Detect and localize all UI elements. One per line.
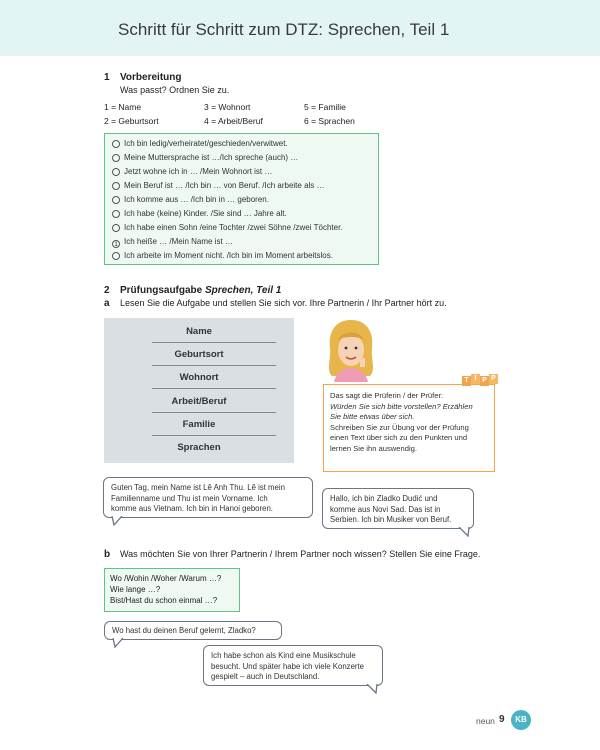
answer-circle[interactable] <box>112 210 120 218</box>
part-b-instruction: Was möchten Sie von Ihrer Partnerin / Ihrem Partner noch wissen? Stellen Sie eine Frage. <box>120 549 481 559</box>
page-header <box>0 0 600 56</box>
section-2-title: Prüfungsaufgabe Sprechen, Teil 1 <box>120 285 282 296</box>
category-5: 5 = Familie <box>304 102 346 112</box>
divider <box>152 388 276 389</box>
answer-circle[interactable] <box>112 224 120 232</box>
speech-bubble-le-anh-thu: Guten Tag, mein Name ist Lê Anh Thu. Lê ist mein Familienname und Thu ist mein Vorname. Ich komme aus Vietnam. Ich bin in Hanoi geboren. <box>103 477 313 518</box>
category-2: 2 = Geburtsort <box>104 116 159 126</box>
category-6: 6 = Sprachen <box>304 116 355 126</box>
section-2-number: 2 <box>104 285 110 296</box>
topics-box <box>104 318 294 463</box>
topic-wohnort: Wohnort <box>179 372 219 383</box>
option-item[interactable]: Meine Muttersprache ist …/Ich spreche (auch) … <box>112 153 298 162</box>
topic-arbeit-beruf: Arbeit/Beruf <box>171 396 227 407</box>
answer-circle[interactable] <box>112 168 120 176</box>
page-title: Schritt für Schritt zum DTZ: Sprechen, Teil 1 <box>118 20 450 39</box>
category-1: 1 = Name <box>104 102 142 112</box>
topic-geburtsort: Geburtsort <box>174 349 224 360</box>
part-a-instruction: Lesen Sie die Aufgabe und stellen Sie sich vor. Ihre Partnerin / Ihr Partner hört zu. <box>120 298 447 308</box>
option-item[interactable]: Ich habe einen Sohn /eine Tochter /zwei Söhne /zwei Töchter. <box>112 223 343 232</box>
category-3: 3 = Wohnort <box>204 102 251 112</box>
answer-bubble: Ich habe schon als Kind eine Musikschule besucht. Und später habe ich viele Konzerte gespielt – auch in Deutschland. <box>203 645 383 686</box>
option-item[interactable]: Mein Beruf ist … /Ich bin … von Beruf. /Ich arbeite als … <box>112 181 325 190</box>
answer-circle[interactable] <box>112 154 120 162</box>
topic-sprachen: Sprachen <box>177 442 221 453</box>
topic-familie: Familie <box>182 419 216 430</box>
part-b-label: b <box>104 549 111 560</box>
divider <box>152 435 276 436</box>
option-item[interactable]: Ich bin ledig/verheiratet/geschieden/verwitwet. <box>112 139 288 148</box>
section-1-instruction: Was passt? Ordnen Sie zu. <box>120 85 230 95</box>
page-number: 9 <box>499 714 505 725</box>
matching-options-box <box>104 133 379 265</box>
answer-circle[interactable] <box>112 140 120 148</box>
category-4: 4 = Arbeit/Beruf <box>204 116 263 126</box>
bubble-tail <box>458 527 472 537</box>
answer-circle[interactable] <box>112 182 120 190</box>
woman-illustration <box>322 318 380 382</box>
speech-bubble-zladko: Hallo, ich bin Zladko Dudić und komme aus Novi Sad. Das ist in Serbien. Ich bin Musiker von Beruf. <box>322 488 474 529</box>
part-a-label: a <box>104 298 110 309</box>
option-item[interactable]: Ich habe (keine) Kinder. /Sie sind … Jahre alt. <box>112 209 287 218</box>
page-word: neun <box>476 716 495 726</box>
divider <box>152 365 276 366</box>
question-words-box: Wo /Wohin /Woher /Warum …? Wie lange …? Bist/Hast du schon einmal …? <box>104 568 240 612</box>
bubble-tail <box>112 638 126 648</box>
option-item[interactable]: 1 Ich heiße … /Mein Name ist … <box>112 237 233 248</box>
divider <box>152 342 276 343</box>
tipp-box <box>323 384 495 472</box>
option-item[interactable]: Jetzt wohne ich in … /Mein Wohnort ist … <box>112 167 272 176</box>
option-item[interactable]: Ich arbeite im Moment nicht. /Ich bin im Moment arbeitslos. <box>112 251 333 260</box>
option-item[interactable]: Ich komme aus … /Ich bin in … geboren. <box>112 195 269 204</box>
kb-badge: KB <box>511 710 531 730</box>
topic-name: Name <box>186 326 212 337</box>
bubble-tail <box>366 684 380 694</box>
bubble-tail <box>111 516 125 526</box>
tipp-badge: T I P P <box>462 374 498 388</box>
section-1-number: 1 <box>104 72 110 83</box>
answer-circle[interactable] <box>112 252 120 260</box>
answer-circle[interactable] <box>112 196 120 204</box>
divider <box>152 412 276 413</box>
tipp-text: Das sagt die Prüferin / der Prüfer: Würden Sie sich bitte vorstellen? Erzählen Sie bitte etwas über sich. Schreiben Sie zur Übung vor der Prüfung einen Text über sich zu den Punkten und lernen Sie ihn auswendig. <box>330 391 473 453</box>
question-bubble: Wo hast du deinen Beruf gelernt, Zladko? <box>104 621 282 640</box>
answer-circle[interactable]: 1 <box>112 240 120 248</box>
section-1-title: Vorbereitung <box>120 72 182 83</box>
